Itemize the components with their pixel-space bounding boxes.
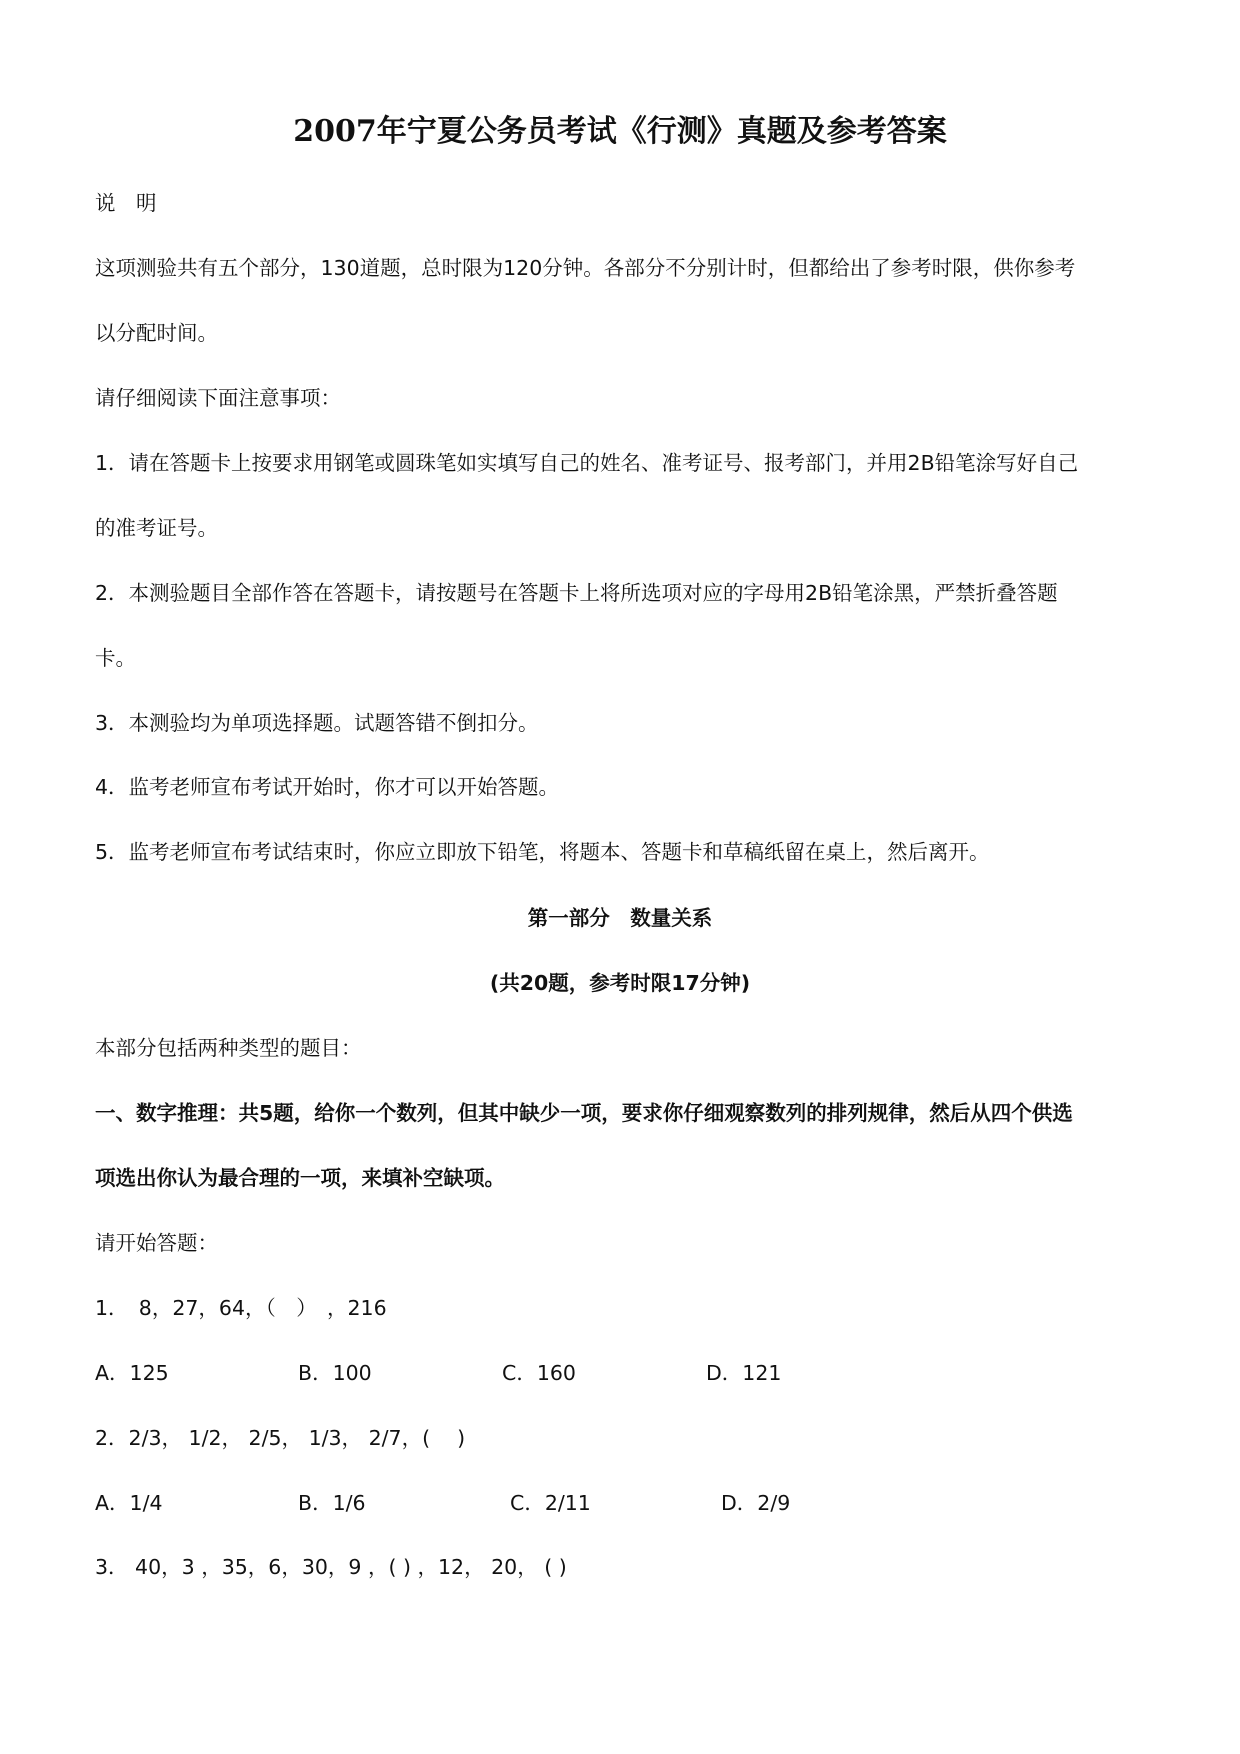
instructions-notice: 请仔细阅读下面注意事项： — [95, 386, 341, 410]
part1-heading: 第一部分 数量关系 — [527, 906, 713, 930]
question-3-stem: 3． 40，3 ，35，6，30，9 ，( ) ，12， 20， ( ) — [95, 1555, 567, 1579]
part1-type1-line1: 一、数字推理：共5题，给你一个数列，但其中缺少一项，要求你仔细观察数列的排列规律，然后从四个供选 — [95, 1101, 1073, 1125]
document-title: 2007年宁夏公务员考试《行测》真题及参考答案 — [293, 114, 947, 149]
part1-intro: 本部分包括两种类型的题目： — [95, 1036, 362, 1060]
question-1-stem: 1． 8，27，64，（ ） ，216 — [95, 1296, 387, 1320]
question-2-option-b: B．1/6 — [298, 1491, 366, 1515]
part1-type1-line2: 项选出你认为最合理的一项，来填补空缺项。 — [95, 1166, 505, 1190]
question-2-option-a: A．1/4 — [95, 1491, 163, 1515]
question-1-option-c: C．160 — [502, 1361, 576, 1385]
instructions-intro-line2: 以分配时间。 — [95, 321, 218, 345]
part1-start: 请开始答题： — [95, 1231, 218, 1255]
question-2-option-d: D．2/9 — [721, 1491, 791, 1515]
instruction-item-4: 4．监考老师宣布考试开始时，你才可以开始答题。 — [95, 775, 560, 799]
instruction-item-3: 3．本测验均为单项选择题。试题答错不倒扣分。 — [95, 711, 539, 735]
question-2-option-c: C．2/11 — [510, 1491, 591, 1515]
part1-subheading: (共20题，参考时限17分钟) — [489, 971, 751, 995]
instruction-item-2-line2: 卡。 — [95, 646, 136, 670]
instruction-item-2-line1: 2．本测验题目全部作答在答题卡，请按题号在答题卡上将所选项对应的字母用2B铅笔涂黑，严禁折叠答题 — [95, 581, 1058, 605]
instructions-heading: 说 明 — [95, 191, 157, 215]
instruction-item-1-line2: 的准考证号。 — [95, 516, 218, 540]
question-2-stem: 2．2/3， 1/2， 2/5， 1/3， 2/7，( ) — [95, 1426, 466, 1450]
question-1-option-a: A．125 — [95, 1361, 169, 1385]
instruction-item-1-line1: 1．请在答题卡上按要求用钢笔或圆珠笔如实填写自己的姓名、准考证号、报考部门，并用2B铅笔涂写好自己 — [95, 451, 1079, 475]
question-1-option-b: B．100 — [298, 1361, 372, 1385]
instructions-intro-line1: 这项测验共有五个部分，130道题，总时限为120分钟。各部分不分别计时，但都给出了参考时限，供你参考 — [95, 256, 1076, 280]
instruction-item-5: 5．监考老师宣布考试结束时，你应立即放下铅笔，将题本、答题卡和草稿纸留在桌上，然后离开。 — [95, 840, 990, 864]
question-1-option-d: D．121 — [706, 1361, 782, 1385]
